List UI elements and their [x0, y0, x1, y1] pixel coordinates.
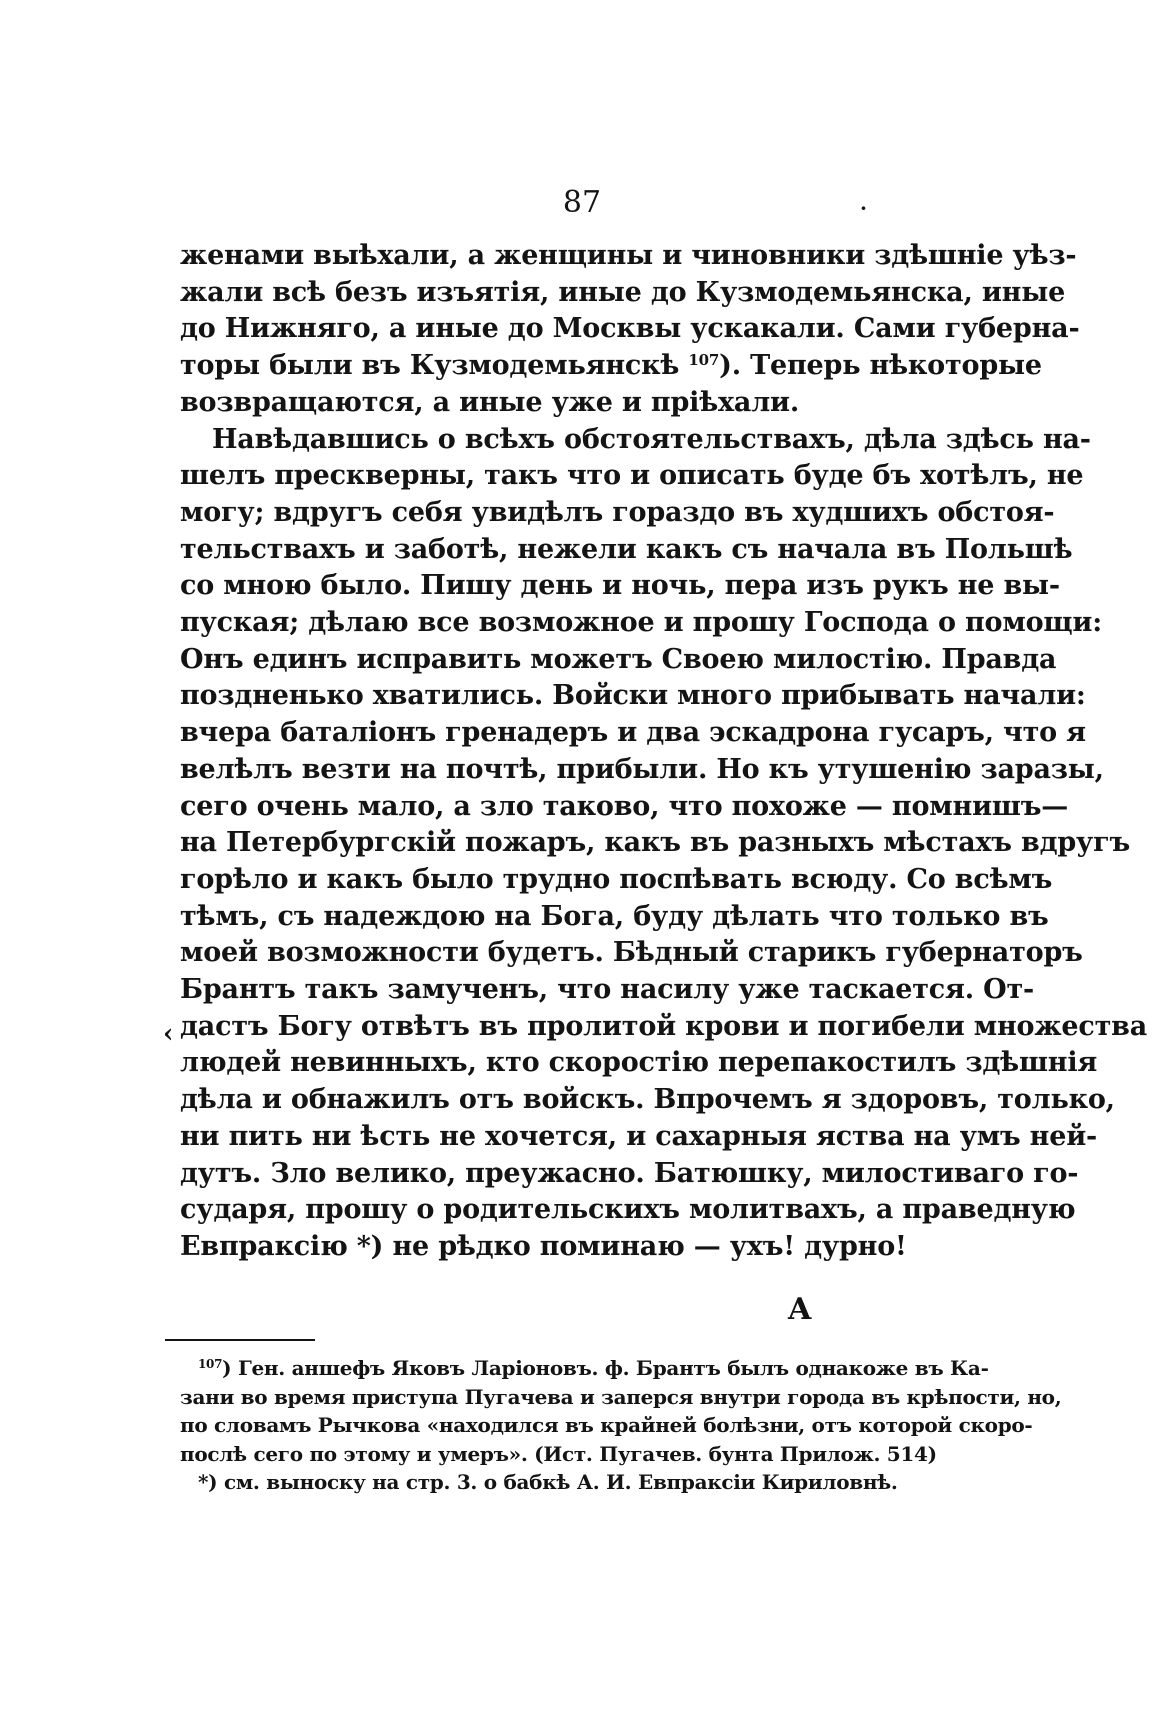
text-line: Навѣдавшись о всѣхъ обстоятельствахъ, дѣла здѣсь на-	[212, 423, 1091, 455]
text-line: со мною было. Пишу день и ночь, пера изъ рукъ не вы-	[180, 570, 1060, 602]
text-fragment: ). Теперь нѣкоторые	[719, 350, 1042, 382]
text-line: Брантъ такъ замученъ, что насилу уже таскается. От-	[180, 974, 1035, 1006]
footnote-line	[180, 1354, 989, 1383]
footnote-number: 107	[198, 1357, 223, 1371]
text-line: Онъ единъ исправить можетъ Своею милостію. Правда	[180, 643, 1057, 675]
text-line: сего очень мало, а зло таково, что похоже — помнишъ—	[180, 790, 1069, 822]
text-line: шелъ прескверны, такъ что и описать буде бъ хотѣлъ, не	[180, 460, 1084, 492]
text-fragment: ) Ген. аншефъ Яковъ Ларіоновъ. ф. Брантъ былъ однакоже въ Ка-	[222, 1356, 989, 1380]
text-fragment: торы были въ Кузмодемьянскѣ	[180, 350, 680, 382]
text-line	[180, 348, 1042, 385]
footnote-line: зани во время приступа Пугачева и заперся внутри города въ крѣпости, но,	[180, 1384, 1062, 1409]
text-line: моей возможности будетъ. Бѣдный старикъ губернаторъ	[180, 937, 1083, 969]
text-line: женами выѣхали, а женщины и чиновники здѣшніе уѣз-	[180, 240, 1077, 271]
text-line: тельствахъ и заботѣ, нежели какъ съ начала въ Польшѣ	[180, 533, 1073, 565]
text-line: поздненько хватились. Войски много прибывать начали:	[180, 680, 1086, 712]
text-line: дастъ Богу отвѣтъ въ пролитой крови и погибели множества	[180, 1010, 1148, 1042]
text-line: людей невинныхъ, кто скоростію перепакостилъ здѣшнія	[180, 1047, 1098, 1079]
body-text	[180, 238, 1148, 1266]
footnote-line: *) см. выноску на стр. 3. о бабкѣ А. И. Евпраксіи Кириловнѣ.	[198, 1470, 898, 1494]
text-line: велѣлъ везти на почтѣ, прибыли. Но къ утушенію заразы,	[180, 753, 1104, 785]
footnote-line: по словамъ Рычкова «находился въ крайней болѣзни, отъ которой скоро-	[180, 1413, 1033, 1437]
text-line: жали всѣ безъ изъятія, иные до Кузмодемьянска, иные	[180, 276, 1066, 308]
text-line: на Петербургскій пожаръ, какъ въ разныхъ мѣстахъ вдругъ	[180, 827, 1130, 859]
text-line: Евпраксію *) не рѣдко поминаю — ухъ! дурно!	[180, 1230, 907, 1262]
text-line: до Нижняго, а иные до Москвы ускакали. Сами губерна-	[180, 313, 1080, 345]
text-line: дутъ. Зло велико, преужасно. Батюшку, милостиваго го-	[180, 1157, 1079, 1189]
footnotes	[180, 1354, 1062, 1497]
end-margin-mark: A	[788, 1292, 812, 1327]
top-dot-mark: ·	[860, 196, 867, 220]
page-number: 87	[562, 185, 602, 220]
text-line: вчера баталіонъ гренадеръ и два эскадрона гусаръ, что я	[180, 717, 1086, 749]
text-line: ни пить ни ѣсть не хочется, и сахарныя яства на умъ ней-	[180, 1120, 1098, 1152]
footnote-divider	[165, 1339, 315, 1341]
text-line: пуская; дѣлаю все возможное и прошу Господа о помощи:	[180, 607, 1103, 639]
text-line: тѣмъ, съ надеждою на Бога, буду дѣлать что только въ	[180, 900, 1049, 932]
footnote-line: послѣ сего по этому и умеръ». (Ист. Пугачев. бунта Прилож. 514)	[180, 1441, 937, 1466]
text-line: сударя, прошу о родительскихъ молитвахъ, а праведную	[180, 1194, 1076, 1226]
text-line: горѣло и какъ было трудно поспѣвать всюду. Со всѣмъ	[180, 863, 1053, 895]
footnote-ref-107: 107	[688, 351, 720, 370]
text-line: могу; вдругъ себя увидѣлъ гораздо въ худшихъ обстоя-	[180, 496, 1055, 528]
text-line: возвращаются, а иные уже и пріѣхали.	[180, 386, 800, 418]
text-line: дѣла и обнажилъ отъ войскъ. Впрочемъ я здоровъ, только,	[180, 1084, 1115, 1116]
left-margin-mark: ‹	[163, 1019, 174, 1049]
